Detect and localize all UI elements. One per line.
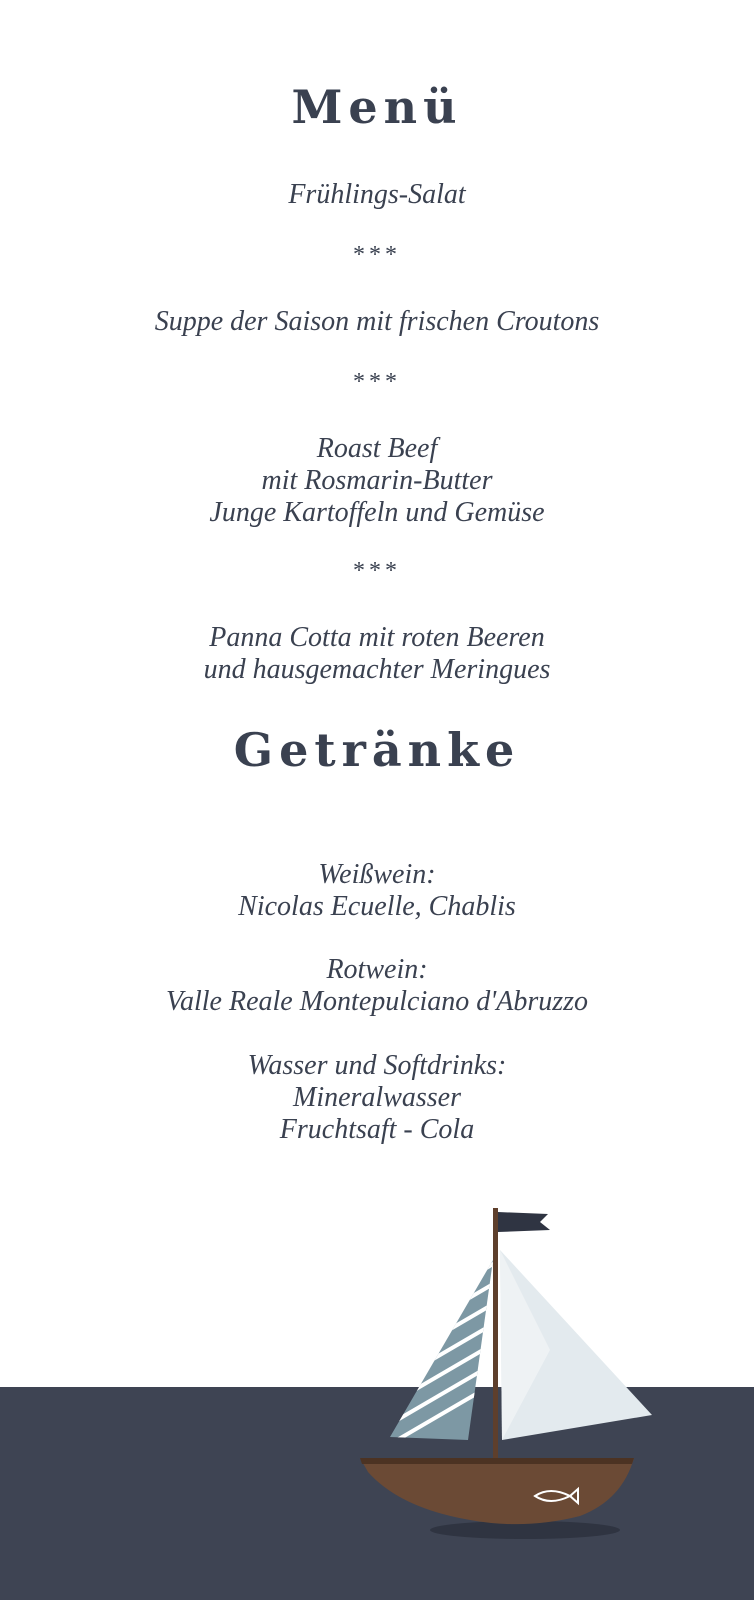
soft-drinks-value-1: Mineralwasser [293, 1082, 461, 1113]
white-wine-label: Weißwein: [318, 859, 436, 890]
soup-course: Suppe der Saison mit frischen Croutons [154, 306, 600, 337]
dessert-line-2: und hausgemachter Meringues [203, 654, 551, 685]
drinks-title: Getränke [233, 723, 521, 777]
menu-title: Menü [291, 80, 463, 134]
red-wine-value: Valle Reale Montepulciano d'Abruzzo [165, 986, 589, 1017]
course-separator: *** [353, 369, 401, 395]
main-course-line-2: mit Rosmarin-Butter [261, 465, 493, 496]
course-separator: *** [353, 558, 401, 584]
starter-course: Frühlings-Salat [288, 179, 466, 210]
soft-drinks-label: Wasser und Softdrinks: [247, 1050, 507, 1081]
soft-drinks-value-2: Fruchtsaft - Cola [279, 1114, 475, 1145]
white-wine-value: Nicolas Ecuelle, Chablis [238, 891, 516, 922]
main-course-line-3: Junge Kartoffeln und Gemüse [209, 497, 545, 528]
course-separator: *** [353, 242, 401, 268]
sailboat-illustration [360, 1200, 660, 1540]
main-course-line-1: Roast Beef [316, 433, 438, 464]
red-wine-label: Rotwein: [326, 954, 428, 985]
dessert-line-1: Panna Cotta mit roten Beeren [209, 622, 545, 653]
